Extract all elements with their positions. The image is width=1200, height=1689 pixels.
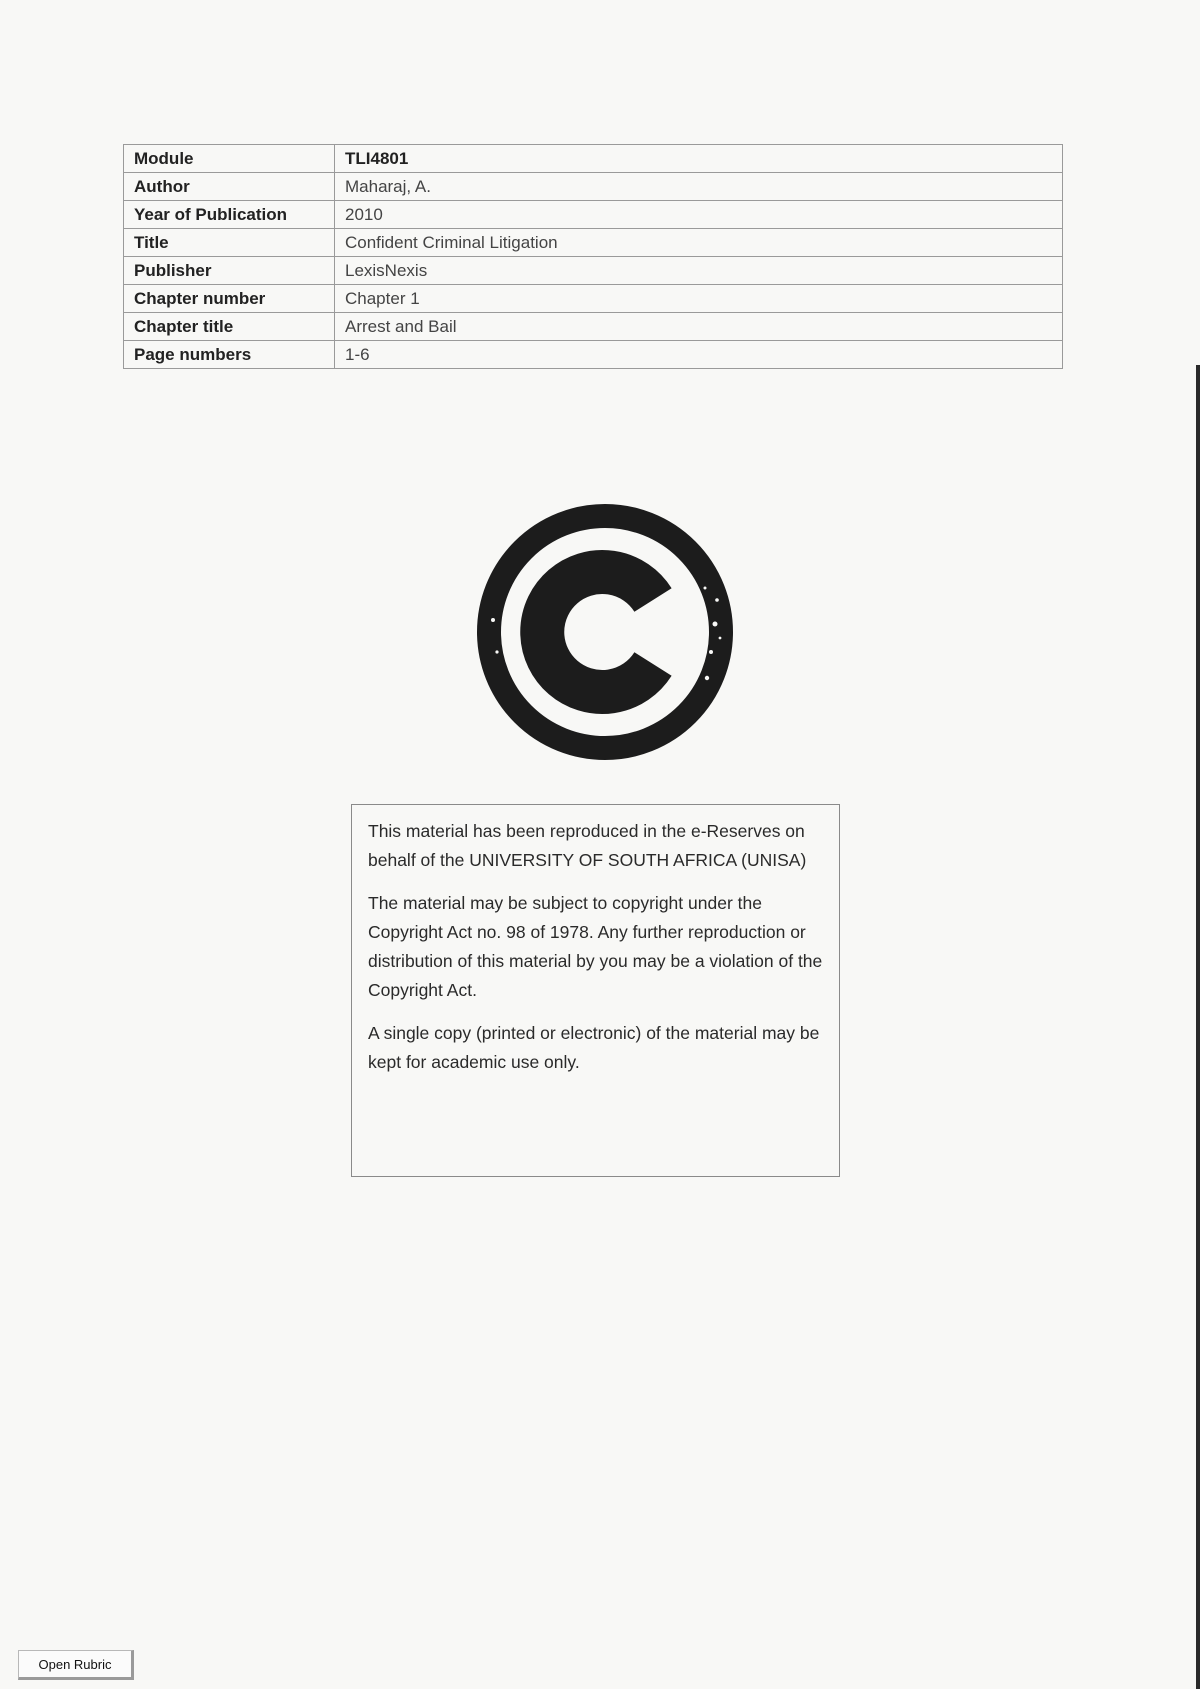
table-row <box>124 341 1063 369</box>
table-row <box>124 313 1063 341</box>
row-label-year: Year of Publication <box>124 201 335 229</box>
table-row <box>124 201 1063 229</box>
table-row <box>124 257 1063 285</box>
table-row <box>124 145 1063 173</box>
table-row <box>124 173 1063 201</box>
page-edge-shadow <box>1196 365 1200 1689</box>
notice-paragraph-reproduction: This material has been reproduced in the e-Reserves on behalf of the UNIVERSITY OF SOUTH AFRICA (UNISA) <box>368 821 807 870</box>
row-label-chapter-title: Chapter title <box>124 313 335 341</box>
row-value-title: Confident Criminal Litigation <box>335 229 1063 257</box>
row-value-chapter-title: Arrest and Bail <box>335 313 1063 341</box>
module-info-table <box>123 144 1063 369</box>
row-label-title: Title <box>124 229 335 257</box>
copyright-icon <box>475 502 735 762</box>
row-value-author: Maharaj, A. <box>335 173 1063 201</box>
notice-paragraph-single-copy: A single copy (printed or electronic) of the material may be kept for academic use only. <box>368 1023 820 1072</box>
row-label-module: Module <box>124 145 335 173</box>
table-row <box>124 285 1063 313</box>
notice-paragraph-copyright-act: The material may be subject to copyright under the Copyright Act no. 98 of 1978. Any further reproduction or distribution of this material by you may be a violation of the Copyright Act. <box>368 893 823 1000</box>
row-value-chapter-number: Chapter 1 <box>335 285 1063 313</box>
row-label-page-numbers: Page numbers <box>124 341 335 369</box>
copyright-notice-box <box>351 804 840 1177</box>
row-value-year: 2010 <box>335 201 1063 229</box>
open-rubric-button[interactable]: Open Rubric <box>18 1650 134 1680</box>
table-row <box>124 229 1063 257</box>
row-value-module: TLI4801 <box>335 145 1063 173</box>
row-label-author: Author <box>124 173 335 201</box>
row-value-publisher: LexisNexis <box>335 257 1063 285</box>
row-label-chapter-number: Chapter number <box>124 285 335 313</box>
row-value-page-numbers: 1-6 <box>335 341 1063 369</box>
row-label-publisher: Publisher <box>124 257 335 285</box>
